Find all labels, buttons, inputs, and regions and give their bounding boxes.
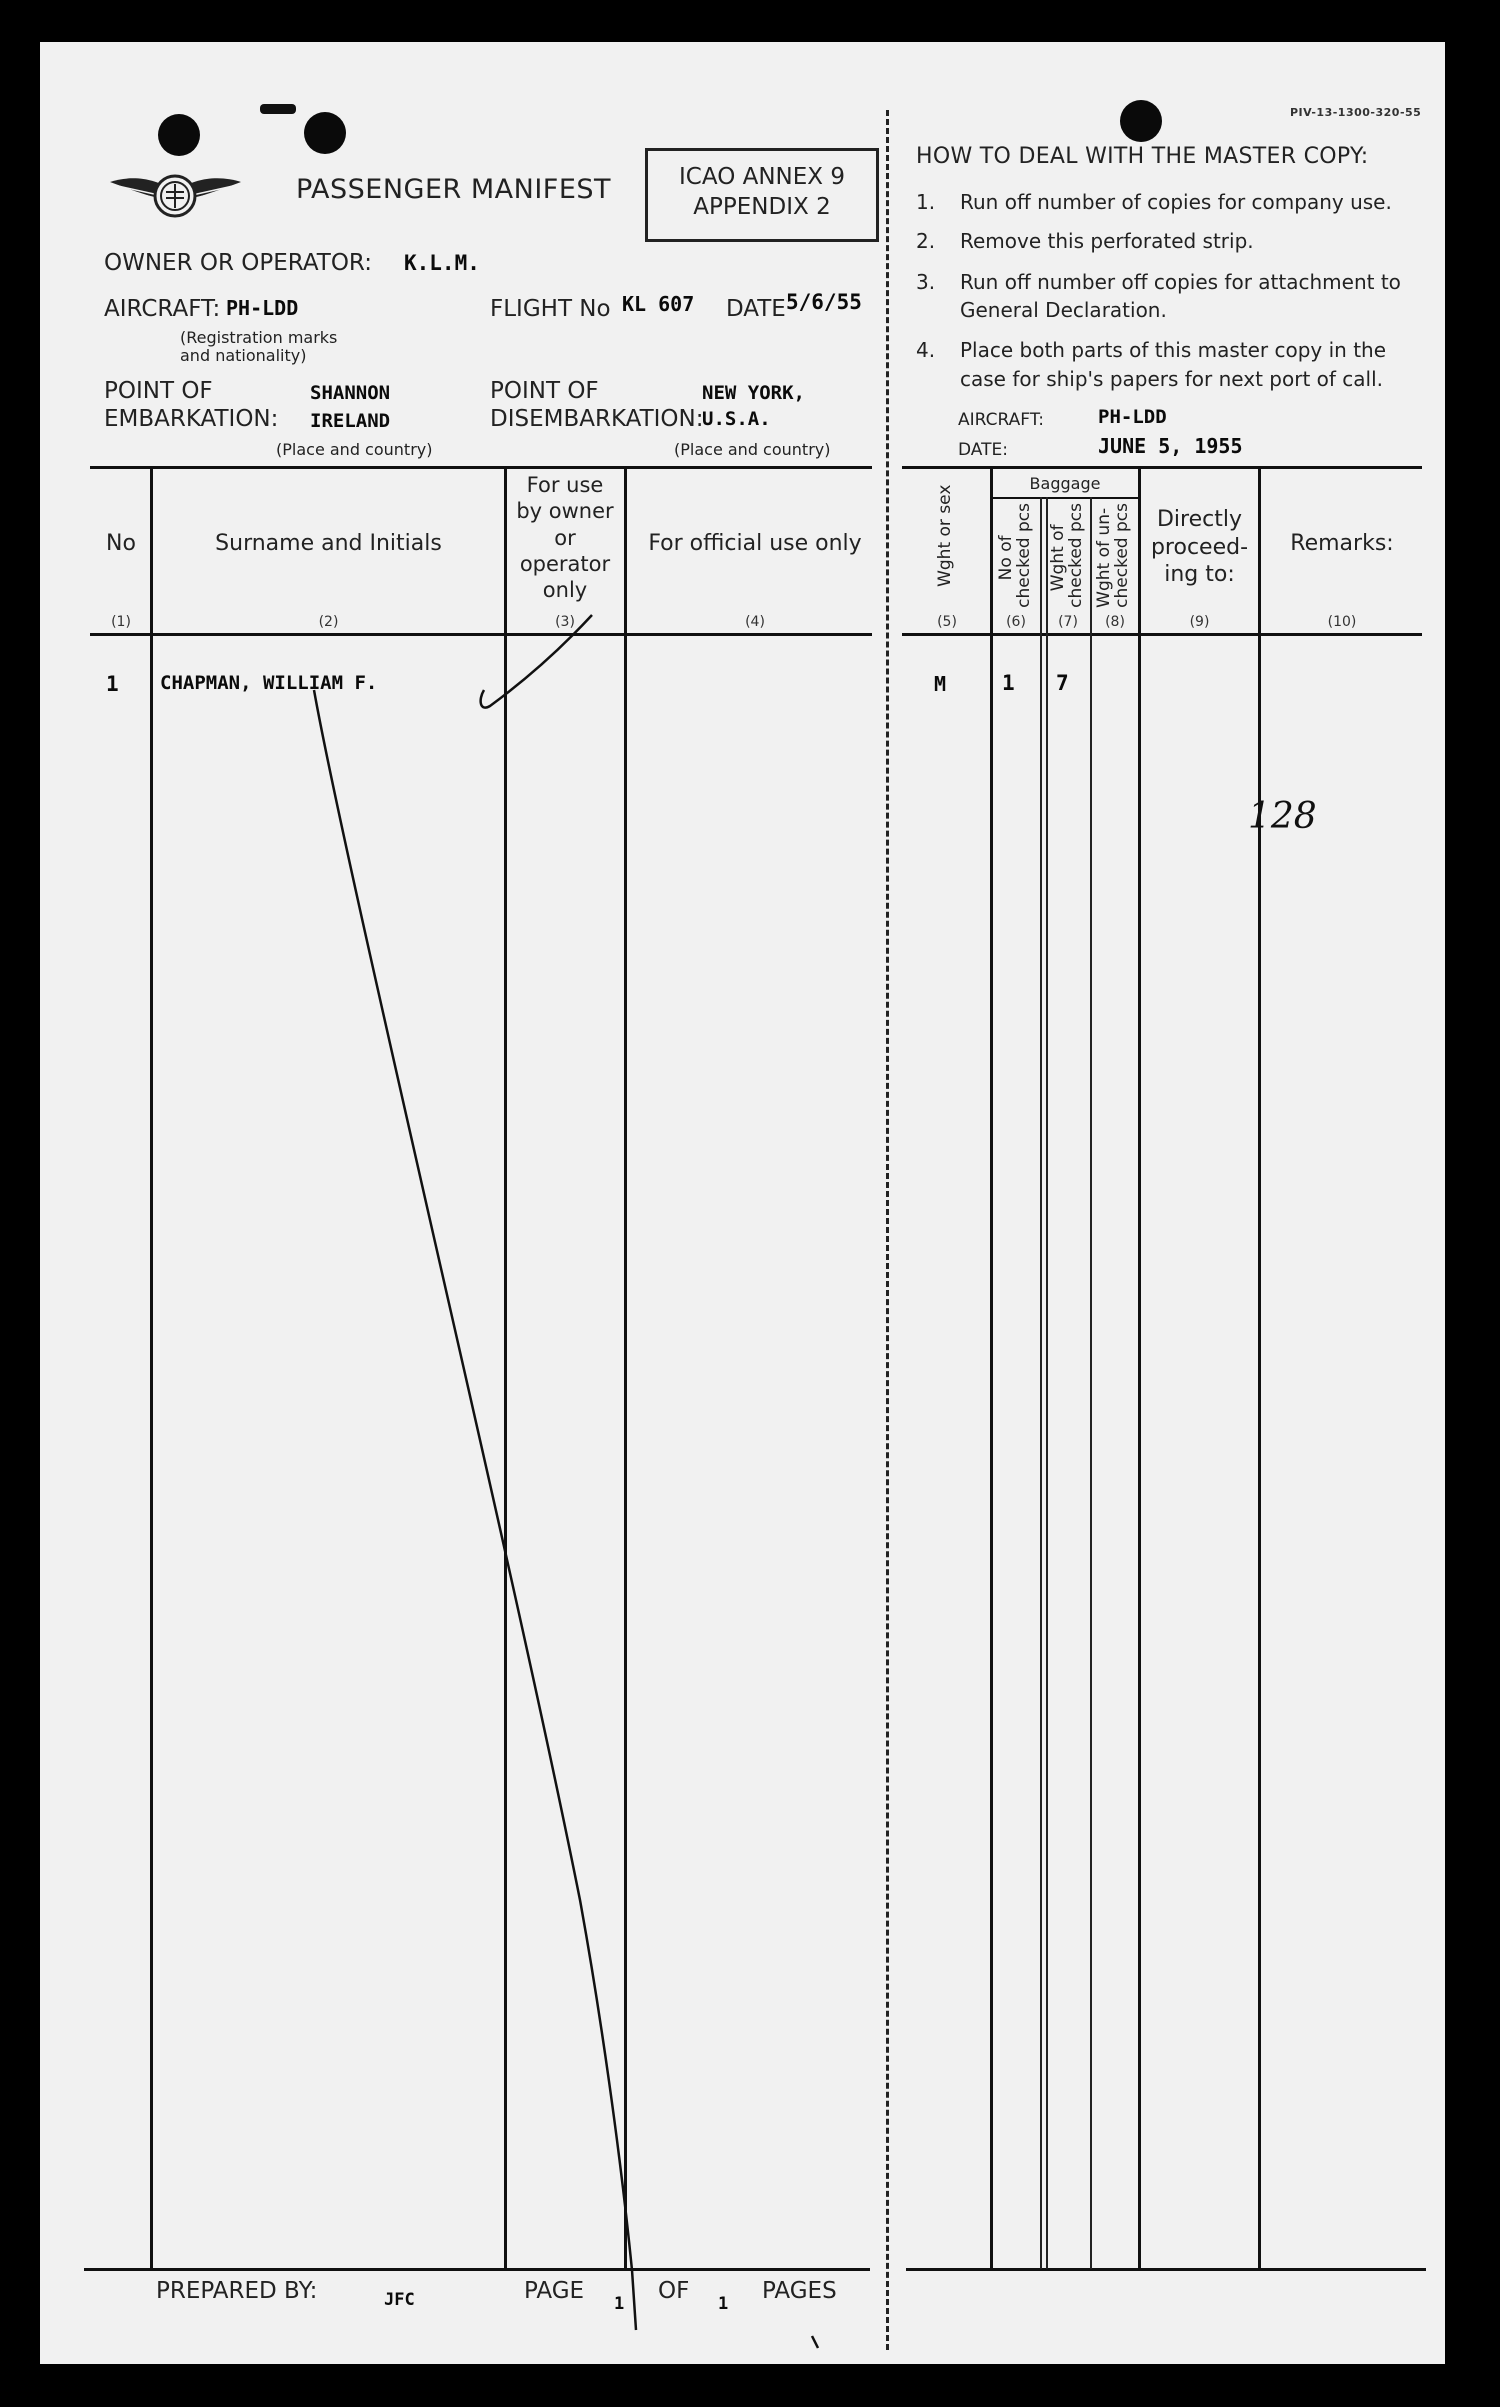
top-stamp: PIV-13-1300-320-55: [1290, 106, 1422, 119]
aircraft-value: PH-LDD: [226, 296, 299, 320]
row-1-no: 1: [106, 672, 119, 696]
prepared-by-label: PREPARED BY:: [156, 2278, 318, 2304]
aircraft-label: AIRCRAFT:: [104, 296, 221, 322]
col-header-no: No: [106, 531, 136, 556]
row-1-name: CHAPMAN, WILLIAM F.: [160, 672, 378, 694]
col-header-surname: Surname and Initials: [215, 531, 442, 556]
col-num-2: (2): [318, 614, 339, 630]
owner-use-line-1: For use: [526, 473, 604, 497]
embarkation-value-1: SHANNON: [310, 382, 391, 404]
owner-value: K.L.M.: [404, 251, 480, 275]
instruction-3-line-2: General Declaration.: [960, 298, 1167, 322]
directly-line-2: proceed-: [1150, 534, 1249, 560]
instructions-title: HOW TO DEAL WITH THE MASTER COPY:: [916, 144, 1369, 169]
of-value: 1: [718, 2294, 729, 2314]
owner-use-line-3: or: [554, 525, 576, 550]
wght-checked-line-1: Wght of: [1048, 524, 1069, 592]
instruction-4-num: 4.: [916, 338, 936, 362]
disembarkation-label-2: DISEMBARKATION:: [490, 406, 704, 432]
col-num-10: (10): [1327, 614, 1357, 630]
of-label: OF: [658, 2278, 690, 2304]
instruction-4-line-2: case for ship's papers for next port of call.: [960, 367, 1383, 391]
wght-unchecked-line-1: Wght of un-: [1094, 507, 1115, 608]
registration-note-2: and nationality): [180, 346, 307, 365]
embarkation-label-1: POINT OF: [104, 378, 213, 404]
row-1-weight: 7: [1056, 671, 1069, 695]
col-num-1: (1): [111, 614, 131, 630]
instruction-4-line-1: Place both parts of this master copy in the: [960, 338, 1387, 362]
col-num-8: (8): [1105, 614, 1125, 630]
col-num-7: (7): [1058, 614, 1078, 630]
no-checked-line-2: checked pcs: [1014, 503, 1034, 608]
owner-use-line-5: only: [542, 578, 588, 602]
disembarkation-value-1: NEW YORK,: [702, 382, 805, 404]
row-1-sex: M: [934, 672, 947, 696]
col-header-baggage: Baggage: [1029, 474, 1101, 493]
icao-annex: ICAO ANNEX 9: [679, 164, 845, 190]
wght-checked-line-2: checked pcs: [1066, 503, 1086, 608]
col-header-weight-sex: Wght or sex: [935, 484, 956, 587]
page-label: PAGE: [524, 2278, 585, 2304]
handwritten-annotation: 128: [1248, 796, 1317, 837]
instruction-2-text: Remove this perforated strip.: [960, 229, 1254, 253]
page-value: 1: [614, 2294, 625, 2314]
instruction-2-num: 2.: [916, 229, 936, 253]
embarkation-note: (Place and country): [276, 440, 433, 459]
instruction-3-num: 3.: [916, 270, 936, 294]
diagonal-cancel-stroke: [314, 690, 636, 2330]
date-label: DATE: [726, 296, 786, 322]
flight-value: KL 607: [622, 292, 695, 316]
instruction-3-line-1: Run off number off copies for attachment to: [960, 270, 1401, 294]
icao-appendix: APPENDIX 2: [693, 194, 831, 220]
checkmark-stroke: [481, 615, 592, 708]
strip-aircraft-value: PH-LDD: [1098, 406, 1167, 428]
pages-label: PAGES: [762, 2278, 837, 2304]
strip-date-label: DATE:: [958, 440, 1008, 460]
col-num-9: (9): [1189, 614, 1210, 630]
owner-label: OWNER OR OPERATOR:: [104, 250, 372, 276]
col-num-6: (6): [1006, 614, 1026, 630]
registration-note-1: (Registration marks: [180, 328, 338, 347]
disembarkation-value-2: U.S.A.: [702, 408, 771, 430]
owner-use-line-2: by owner: [516, 499, 614, 524]
col-num-5: (5): [937, 614, 957, 630]
form-title: PASSENGER MANIFEST: [296, 174, 612, 205]
col-num-4: (4): [745, 614, 765, 630]
disembarkation-label-1: POINT OF: [490, 378, 599, 404]
col-header-official: For official use only: [648, 531, 862, 556]
embarkation-label-2: EMBARKATION:: [104, 406, 279, 432]
col-num-3: (3): [555, 614, 575, 630]
strip-date-value: JUNE 5, 1955: [1098, 434, 1243, 458]
row-1-pieces: 1: [1002, 671, 1015, 695]
directly-line-3: ing to:: [1164, 562, 1235, 587]
no-checked-line-1: No of: [996, 535, 1017, 581]
col-header-remarks: Remarks:: [1290, 531, 1394, 556]
prepared-by-value: JFC: [384, 2290, 415, 2310]
strip-aircraft-label: AIRCRAFT:: [958, 410, 1044, 430]
flight-label: FLIGHT No: [490, 296, 611, 322]
embarkation-value-2: IRELAND: [310, 410, 391, 432]
date-value: 5/6/55: [786, 290, 862, 314]
instruction-1-num: 1.: [916, 190, 936, 214]
small-tick-stroke: [812, 2336, 818, 2348]
wght-unchecked-line-2: checked pcs: [1112, 503, 1132, 608]
instruction-1-text: Run off number of copies for company use.: [960, 190, 1392, 214]
owner-use-line-4: operator: [519, 551, 611, 576]
directly-line-1: Directly: [1156, 507, 1242, 532]
disembarkation-note: (Place and country): [674, 440, 831, 459]
